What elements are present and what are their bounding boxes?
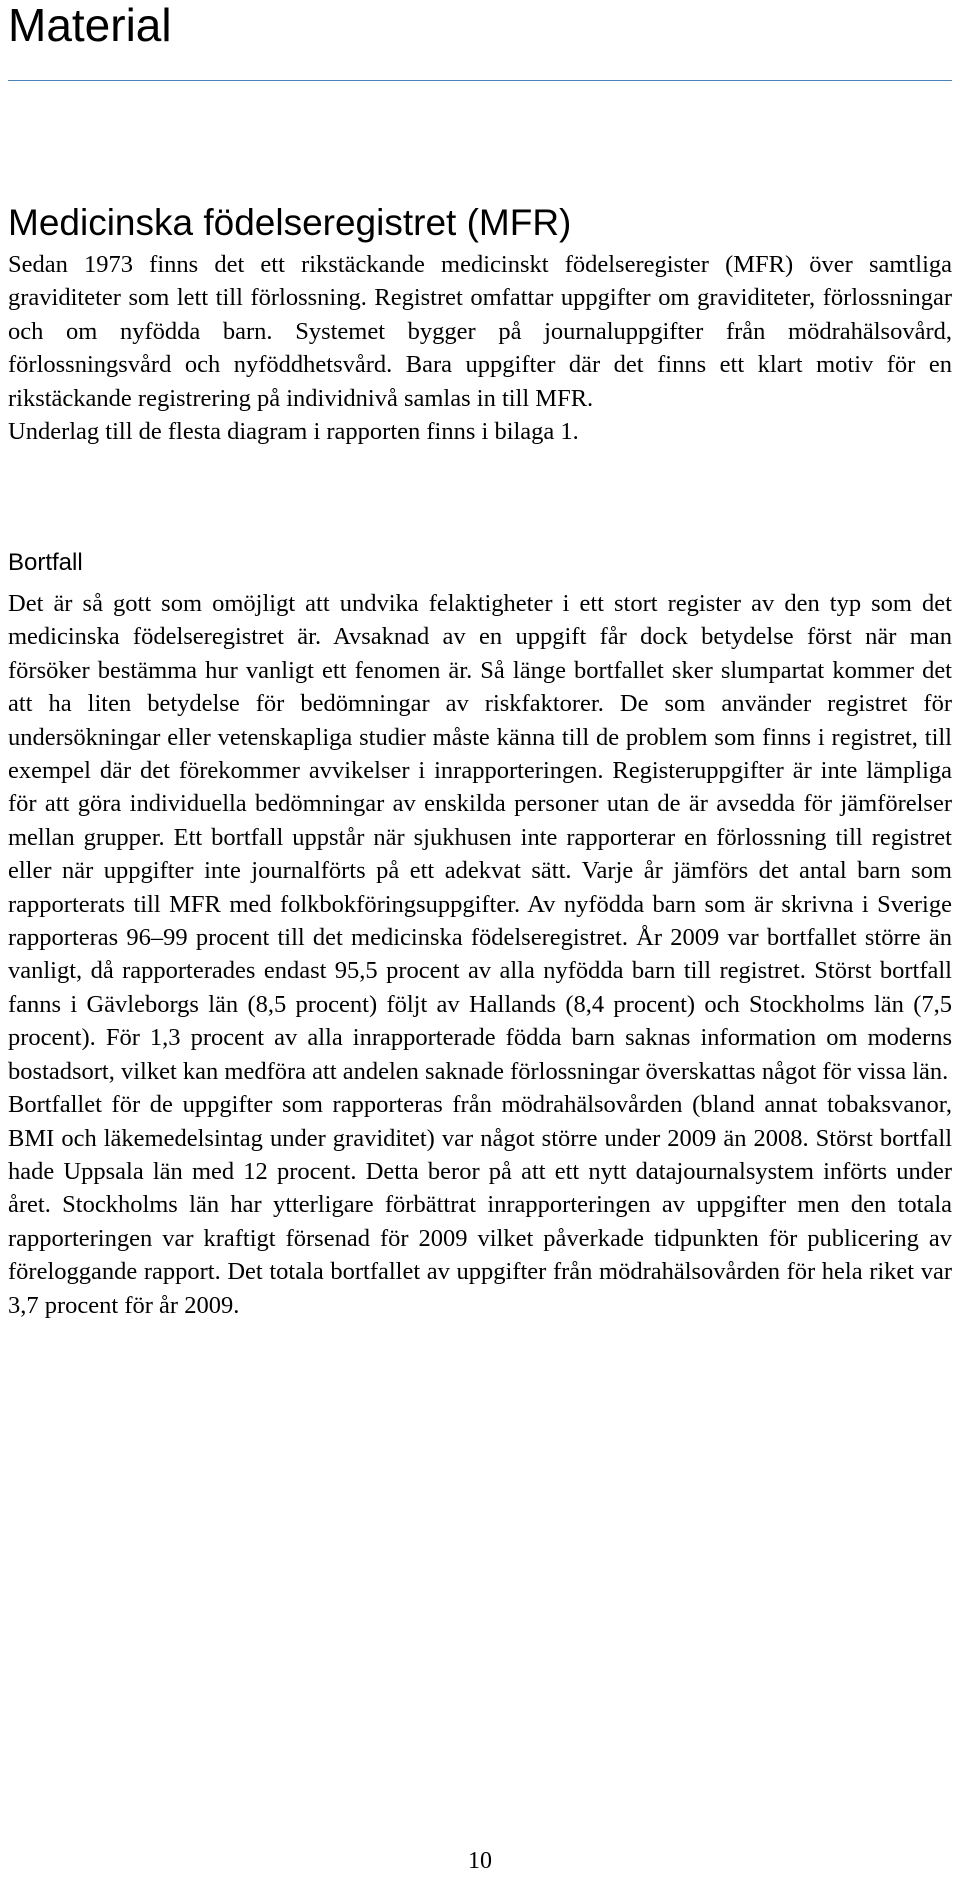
paragraph: Sedan 1973 finns det ett rikstäckande medicinskt födelseregister (MFR) över samtliga graviditeter som lett till förlossning. Registret omfattar uppgifter om graviditeter, förlossningar och om nyfödda barn. Systemet bygger på journaluppgifter från mödrahälsovård, förlossningsvård och nyföddhetsvård. Bara uppgifter där det finns ett klart motiv för en rikstäckande registrering på individnivå samlas in till MFR. [8,251,952,412]
paragraph: Bortfallet för de uppgifter som rapporteras från mödrahälsovården (bland annat tobaksvanor, BMI och läkemedelsintag under graviditet) var något större under 2009 än 2008. Störst bortfall hade Uppsala län med 12 procent. Detta beror på att ett nytt datajournalsystem införts under året. Stockholms län har ytterligare förbättrat inrapporteringen av uppgifter men den totala rapporteringen var kraftigt försenad för 2009 vilket påverkade tidpunkten för publicering av föreloggande rapport. Det totala bortfallet av uppgifter från mödrahälsovården för hela riket var 3,7 procent för år 2009. [8,1091,952,1319]
section-heading-mfr: Medicinska födelseregistret (MFR) [8,202,572,243]
page-title: Material [8,0,172,51]
page-number: 10 [468,1848,492,1874]
section-heading-bortfall: Bortfall [8,549,83,576]
section-body-mfr [8,248,952,448]
paragraph: Underlag till de flesta diagram i rapporten finns i bilaga 1. [8,418,579,446]
paragraph: Det är så gott som omöjligt att undvika felaktigheter i ett stort register av den typ som det medicinska födelseregistret är. Avsaknad av en uppgift får dock betydelse först när man försöker bestämma hur vanligt ett fenomen är. Så länge bortfallet sker slumpartat kommer det att ha liten betydelse för bedömningar av riskfaktorer. De som använder registret för undersökningar eller vetenskapliga studier måste känna till de problem som finns i registret, till exempel där det förekommer avvikelser i inrapporteringen. Registeruppgifter är inte lämpliga för att göra individuella bedömningar av enskilda personer utan de är avsedda för jämförelser mellan grupper. Ett bortfall uppstår när sjukhusen inte rapporterar en förlossning till registret eller när uppgifter inte journalförts på ett adekvat sätt. Varje år jämförs det antal barn som rapporterats till MFR med folkbokföringsuppgifter. Av nyfödda barn som är skrivna i Sverige rapporteras 96–99 procent till det medicinska födelseregistret. År 2009 var bortfallet större än vanligt, då rapporterades endast 95,5 procent av alla nyfödda barn till registret. Störst bortfall fanns i Gävleborgs län (8,5 procent) följt av Hallands (8,4 procent) och Stockholms län (7,5 procent). För 1,3 procent av alla inrapporterade födda barn saknas information om moderns bostadsort, vilket kan medföra att andelen saknade förlossningar överskattas något för vissa län. [8,590,952,1085]
title-divider [8,80,952,81]
section-body-bortfall [8,587,952,1322]
